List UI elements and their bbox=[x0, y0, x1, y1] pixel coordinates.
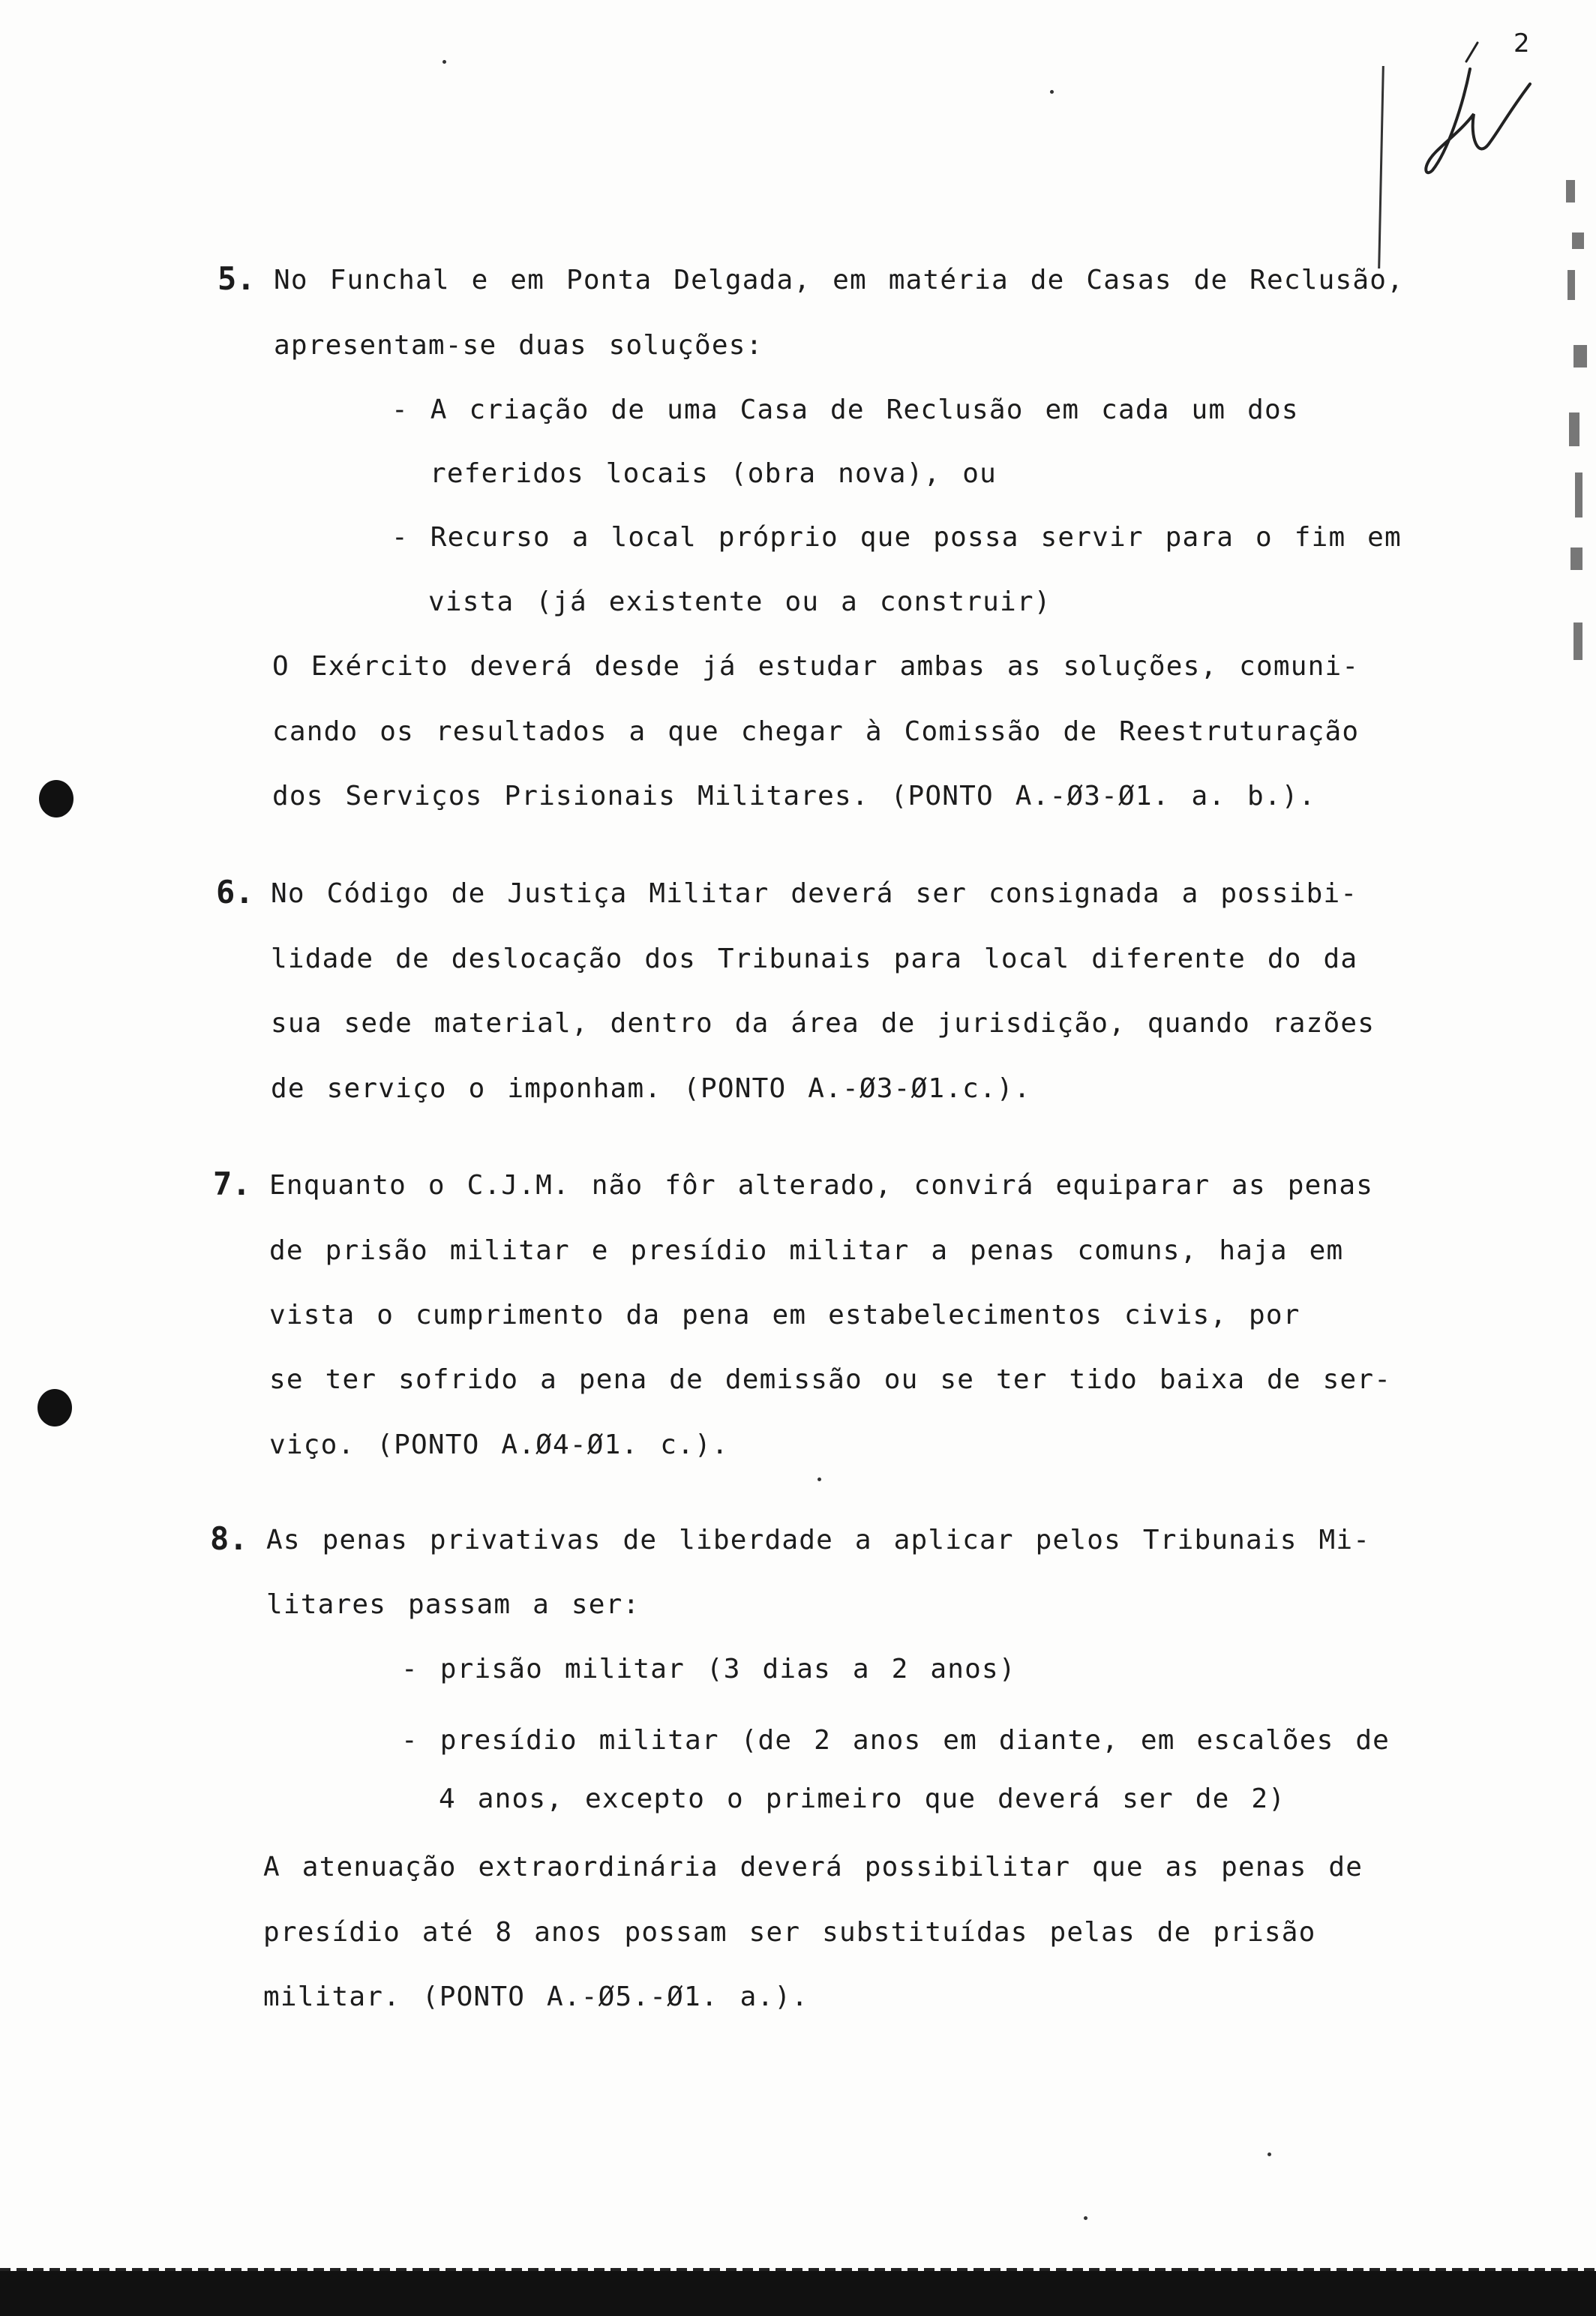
text-line: - prisão militar (3 dias a 2 anos) bbox=[401, 1654, 1016, 1684]
text-line: As penas privativas de liberdade a aplicar pelos Tribunais Mi- bbox=[266, 1525, 1371, 1556]
section-number: 6. bbox=[216, 874, 254, 910]
text-line: A atenuação extraordinária deverá possibilitar que as penas de bbox=[263, 1852, 1364, 1882]
text-line: referidos locais (obra nova), ou bbox=[430, 458, 997, 489]
text-line: apresentam-se duas soluções: bbox=[274, 330, 764, 361]
text-line: Enquanto o C.J.M. não fôr alterado, convirá equiparar as penas bbox=[269, 1170, 1374, 1201]
text-line: - Recurso a local próprio que possa servir para o fim em bbox=[392, 522, 1402, 553]
scan-speck bbox=[442, 60, 446, 64]
scan-edge-noise bbox=[1551, 172, 1596, 698]
text-line: sua sede material, dentro da área de jurisdição, quando razões bbox=[271, 1008, 1376, 1039]
text-line: militar. (PONTO A.-Ø5.-Ø1. a.). bbox=[263, 1982, 809, 2012]
text-line: viço. (PONTO A.Ø4-Ø1. c.). bbox=[269, 1430, 729, 1460]
punch-hole bbox=[39, 780, 74, 818]
text-line: - presídio militar (de 2 anos em diante, em escalões de bbox=[401, 1725, 1390, 1756]
text-line: vista o cumprimento da pena em estabelecimentos civis, por bbox=[269, 1300, 1300, 1330]
text-line: de serviço o imponham. (PONTO A.-Ø3-Ø1.c.). bbox=[271, 1073, 1031, 1104]
text-line: litares passam a ser: bbox=[266, 1589, 640, 1620]
text-line: No Código de Justiça Militar deverá ser consignada a possibi- bbox=[271, 878, 1358, 909]
section-number: 5. bbox=[218, 260, 256, 297]
scan-border bbox=[0, 2271, 1596, 2316]
section-number: 8. bbox=[210, 1520, 248, 1557]
text-line: O Exército deverá desde já estudar ambas as soluções, comuni- bbox=[272, 651, 1360, 682]
scan-speck bbox=[1268, 2152, 1271, 2156]
scan-speck bbox=[1084, 2216, 1088, 2220]
text-line: vista (já existente ou a construir) bbox=[428, 586, 1052, 617]
scan-speck bbox=[818, 1478, 821, 1481]
text-line: dos Serviços Prisionais Militares. (PONTO A.-Ø3-Ø1. a. b.). bbox=[272, 781, 1316, 812]
margin-rule bbox=[1378, 66, 1384, 268]
page-number: 2 bbox=[1514, 28, 1530, 58]
scan-speck bbox=[1050, 90, 1054, 94]
text-line: No Funchal e em Ponta Delgada, em matéria de Casas de Reclusão, bbox=[274, 265, 1405, 296]
text-line: cando os resultados a que chegar à Comissão de Reestruturação bbox=[272, 716, 1360, 747]
text-line: lidade de deslocação dos Tribunais para local diferente do da bbox=[271, 944, 1358, 974]
section-number: 7. bbox=[213, 1166, 251, 1202]
handwritten-initials bbox=[1418, 39, 1545, 189]
text-line: presídio até 8 anos possam ser substituídas pelas de prisão bbox=[263, 1917, 1316, 1948]
text-line: - A criação de uma Casa de Reclusão em cada um dos bbox=[392, 394, 1299, 425]
text-line: 4 anos, excepto o primeiro que deverá ser de 2) bbox=[439, 1784, 1286, 1814]
punch-hole bbox=[38, 1389, 72, 1426]
text-line: de prisão militar e presídio militar a penas comuns, haja em bbox=[269, 1235, 1344, 1266]
text-line: se ter sofrido a pena de demissão ou se ter tido baixa de ser- bbox=[269, 1364, 1392, 1395]
